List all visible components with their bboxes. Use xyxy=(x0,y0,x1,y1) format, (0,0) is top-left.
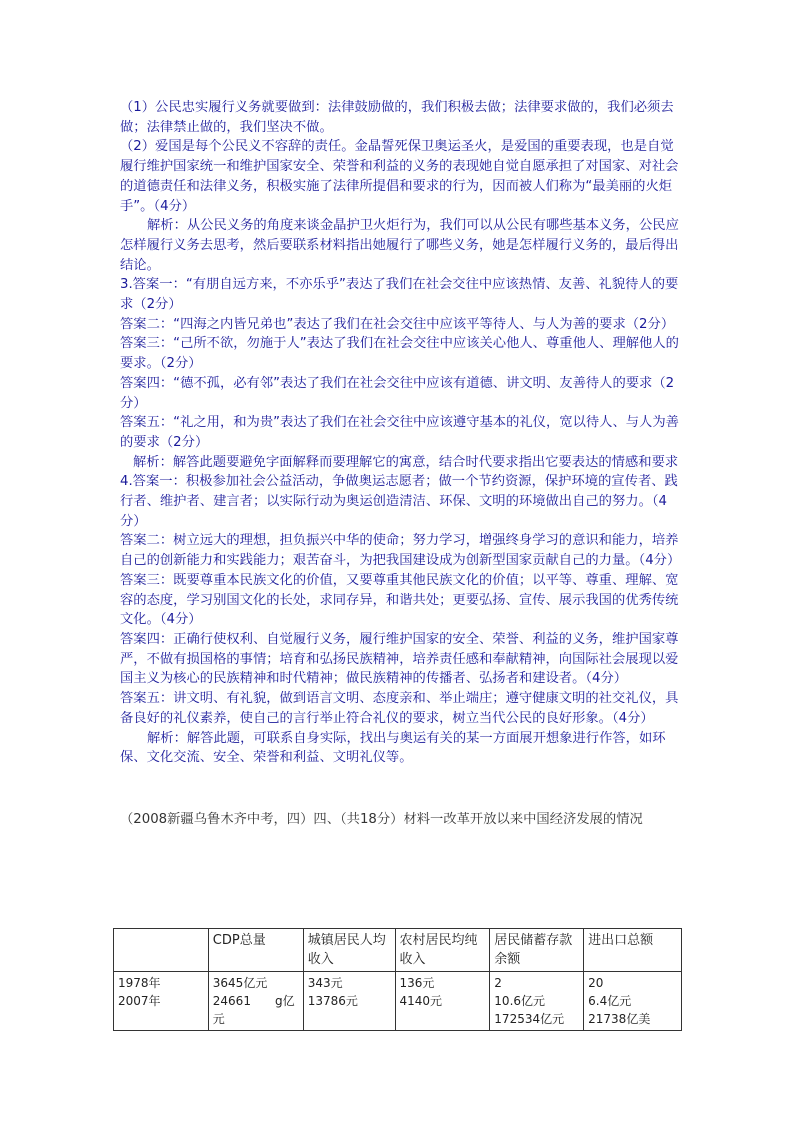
cell-line: 4140元 xyxy=(399,994,443,1008)
cell-line: 172534亿元 xyxy=(494,1012,565,1026)
answer-paragraph: （2）爱国是每个公民义不容辞的责任。金晶誓死保卫奥运圣火，是爱国的重要表现，也是自觉履行维护国家统一和维护国家安全、荣誉和利益的义务的表现她自觉自愿承担了对国家、对社会的道德责任和法律义务，积极实施了法律所提倡和要求的行为，因而被人们称为“最美丽的火炬手”。（4分） xyxy=(120,139,679,214)
table-cell-urban-income xyxy=(303,972,395,1031)
cell-line: 343元 xyxy=(307,976,343,990)
analysis-paragraph: 解析：解答此题，可联系自身实际，找出与奥运有关的某一方面展开想象进行作答，如环保、文化交流、安全、荣誉和利益、文明礼仪等。 xyxy=(120,730,666,766)
answer-paragraph: 答案四：“德不孤，必有邻”表达了我们在社会交往中应该有道德、讲文明、友善待人的要求（2分） xyxy=(120,375,675,411)
table-cell-year xyxy=(114,972,209,1031)
table-header-cell: 农村居民均纯收入 xyxy=(395,929,490,972)
answer-paragraph: 4.答案一：积极参加社会公益活动，争做奥运志愿者；做一个节约资源，保护环境的宣传者、践行者、维护者、建言者；以实际行动为奥运创造清洁、环保、文明的环境做出自己的努力。（4分） xyxy=(120,474,678,529)
cell-line: 136元 xyxy=(399,976,435,990)
answer-paragraph: 答案五：讲文明、有礼貌，做到语言文明、态度亲和、举止端庄；遵守健康文明的社交礼仪，具备良好的礼仪素养，使自己的言行举止符合礼仪的要求，树立当代公民的良好形象。（4分） xyxy=(120,691,679,726)
answer-paragraph: 答案三：“己所不欲，勿施于人”表达了我们在社会交往中应该关心他人、尊重他人、理解他人的要求。（2分） xyxy=(120,336,679,372)
table-header-cell: 居民储蓄存款余额 xyxy=(490,929,584,972)
answer-paragraph: 答案二：“四海之内皆兄弟也”表达了我们在社会交往中应该平等待人、与人为善的要求（2分） xyxy=(120,316,675,332)
cell-line: 24661 g亿元 xyxy=(212,994,295,1026)
cell-line: 1978年 xyxy=(118,976,161,990)
answer-paragraph: 答案四：正确行使权利、自觉履行义务，履行维护国家的安全、荣誉、利益的义务，维护国家尊严，不做有损国格的事情；培育和弘扬民族精神，培养责任感和奉献精神，向国际社会展现以爱国主义为核心的民族精神和时代精神；做民族精神的传播者、弘扬者和建设者。（4分） xyxy=(120,631,679,687)
table-header-cell: 城镇居民人均收入 xyxy=(303,929,395,972)
cell-line: 2 xyxy=(494,976,502,990)
answer-paragraph: （1）公民忠实履行义务就要做到：法律鼓励做的，我们积极去做；法律要求做的，我们必须去做；法律禁止做的，我们坚决不做。 xyxy=(120,100,674,135)
material-title: （2008新疆乌鲁木齐中考，四）四、（共18分）材料一改革开放以来中国经济发展的情况 xyxy=(120,811,643,827)
answer-content xyxy=(120,98,680,830)
cell-line: 21738亿美 xyxy=(588,1012,651,1026)
table-cell-savings xyxy=(490,972,584,1031)
economy-table xyxy=(113,928,682,1031)
table-header-row xyxy=(114,929,682,972)
table-header-cell: CDP总量 xyxy=(208,929,303,972)
table-row xyxy=(114,972,682,1031)
cell-line: 3645亿元 xyxy=(212,976,268,990)
cell-line: 13786元 xyxy=(307,994,358,1008)
cell-line: 6.4亿元 xyxy=(588,994,632,1008)
cell-line: 20 xyxy=(588,976,604,990)
table-cell-rural-income xyxy=(395,972,490,1031)
table-cell-gdp xyxy=(208,972,303,1031)
table-header-cell: 进出口总额 xyxy=(584,929,682,972)
table-cell-trade xyxy=(584,972,682,1031)
cell-line: 2007年 xyxy=(118,994,161,1008)
answer-paragraph: 答案三：既要尊重本民族文化的价值，又要尊重其他民族文化的价值；以平等、尊重、理解、宽容的态度，学习别国文化的长处，求同存异，和谐共处；更要弘扬、宣传、展示我国的优秀传统文化。（4分） xyxy=(120,572,679,628)
table-header-cell xyxy=(114,929,209,972)
answer-paragraph: 答案五：“礼之用，和为贵”表达了我们在社会交往中应该遵守基本的礼仪，宽以待人、与人为善的要求（2分） xyxy=(120,415,679,450)
analysis-paragraph: 解析：从公民义务的角度来谈金晶护卫火炬行为，我们可以从公民有哪些基本义务，公民应怎样履行义务去思考，然后要联系材料指出她履行了哪些义务，她是怎样履行义务的，最后得出结论。 xyxy=(120,218,679,273)
analysis-paragraph: 解析：解答此题要避免字面解释而要理解它的寓意，结合时代要求指出它要表达的情感和要求 xyxy=(133,454,679,470)
cell-line: 10.6亿元 xyxy=(494,994,546,1008)
answer-paragraph: 答案二：树立远大的理想，担负振兴中华的使命；努力学习，增强终身学习的意识和能力，培养自己的创新能力和实践能力；艰苦奋斗，为把我国建设成为创新型国家贡献自己的力量。（4分） xyxy=(120,533,681,569)
answer-paragraph: 3.答案一：“有朋自远方来，不亦乐乎”表达了我们在社会交往中应该热情、友善、礼貌待人的要求（2分） xyxy=(120,277,679,313)
